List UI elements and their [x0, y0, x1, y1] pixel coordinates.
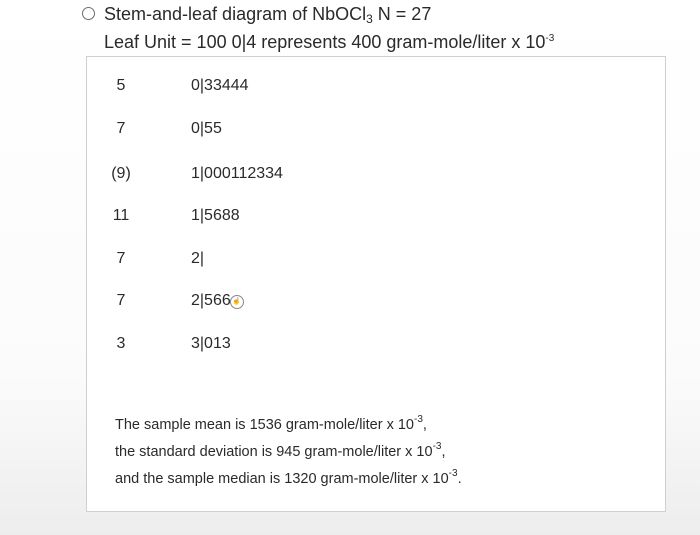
sample-mean-text: The sample mean is 1536 gram-mole/liter x 10 [115, 417, 414, 433]
depth-value: 7 [116, 250, 126, 267]
standard-deviation-punct: , [441, 444, 446, 460]
sample-mean-punct: , [422, 417, 427, 433]
stem-leaf-text: 2|566 [191, 292, 231, 309]
stem-row [87, 292, 667, 314]
depth-value: (9) [111, 165, 131, 182]
diagram-panel [86, 56, 666, 512]
sample-median-punct: . [457, 471, 462, 487]
depth-value: 7 [116, 292, 126, 309]
depth-value: 5 [116, 77, 126, 94]
diagram-title [104, 4, 431, 26]
radio-button-icon[interactable] [82, 7, 95, 20]
stem-leaf-value: 3|013 [191, 335, 231, 352]
stem-leaf-value: 0|33444 [191, 77, 249, 94]
stem-row [87, 250, 667, 272]
leaf-unit-exponent: -3 [545, 33, 555, 44]
stem-leaf-value [191, 292, 244, 310]
sample-median-line [115, 463, 462, 490]
depth-value: 3 [116, 335, 126, 352]
standard-deviation-text: the standard deviation is 945 gram-mole/liter x 10 [115, 444, 433, 460]
leaf-unit-text: Leaf Unit = 100 0|4 represents 400 gram-mole/liter x 10 [104, 32, 546, 52]
stem-row [87, 335, 667, 357]
sample-mean-exponent: -3 [414, 414, 423, 425]
stem-leaf-value: 2| [191, 250, 205, 267]
depth-value: 7 [116, 120, 126, 137]
stem-leaf-value: 1|5688 [191, 207, 240, 224]
leaf-unit-label [104, 32, 554, 53]
stem-row [87, 207, 667, 229]
cursor-pointer-icon: ☝ [230, 295, 244, 309]
summary-statistics [115, 409, 462, 490]
stem-leaf-value: 1|000112334 [191, 165, 283, 182]
standard-deviation-line [115, 436, 462, 463]
sample-mean-line [115, 409, 462, 436]
title-sample-size: N = 27 [372, 4, 432, 24]
title-text: Stem-and-leaf diagram of NbOCl [104, 4, 367, 24]
stem-row [87, 165, 667, 187]
title-subscript: 3 [366, 12, 373, 26]
stem-row [87, 77, 667, 99]
sample-median-text: and the sample median is 1320 gram-mole/liter x 10 [115, 471, 449, 487]
depth-value: 11 [112, 207, 130, 224]
sample-median-exponent: -3 [448, 468, 458, 479]
stem-row [87, 120, 667, 142]
stem-leaf-value: 0|55 [191, 120, 222, 137]
standard-deviation-exponent: -3 [432, 441, 442, 452]
